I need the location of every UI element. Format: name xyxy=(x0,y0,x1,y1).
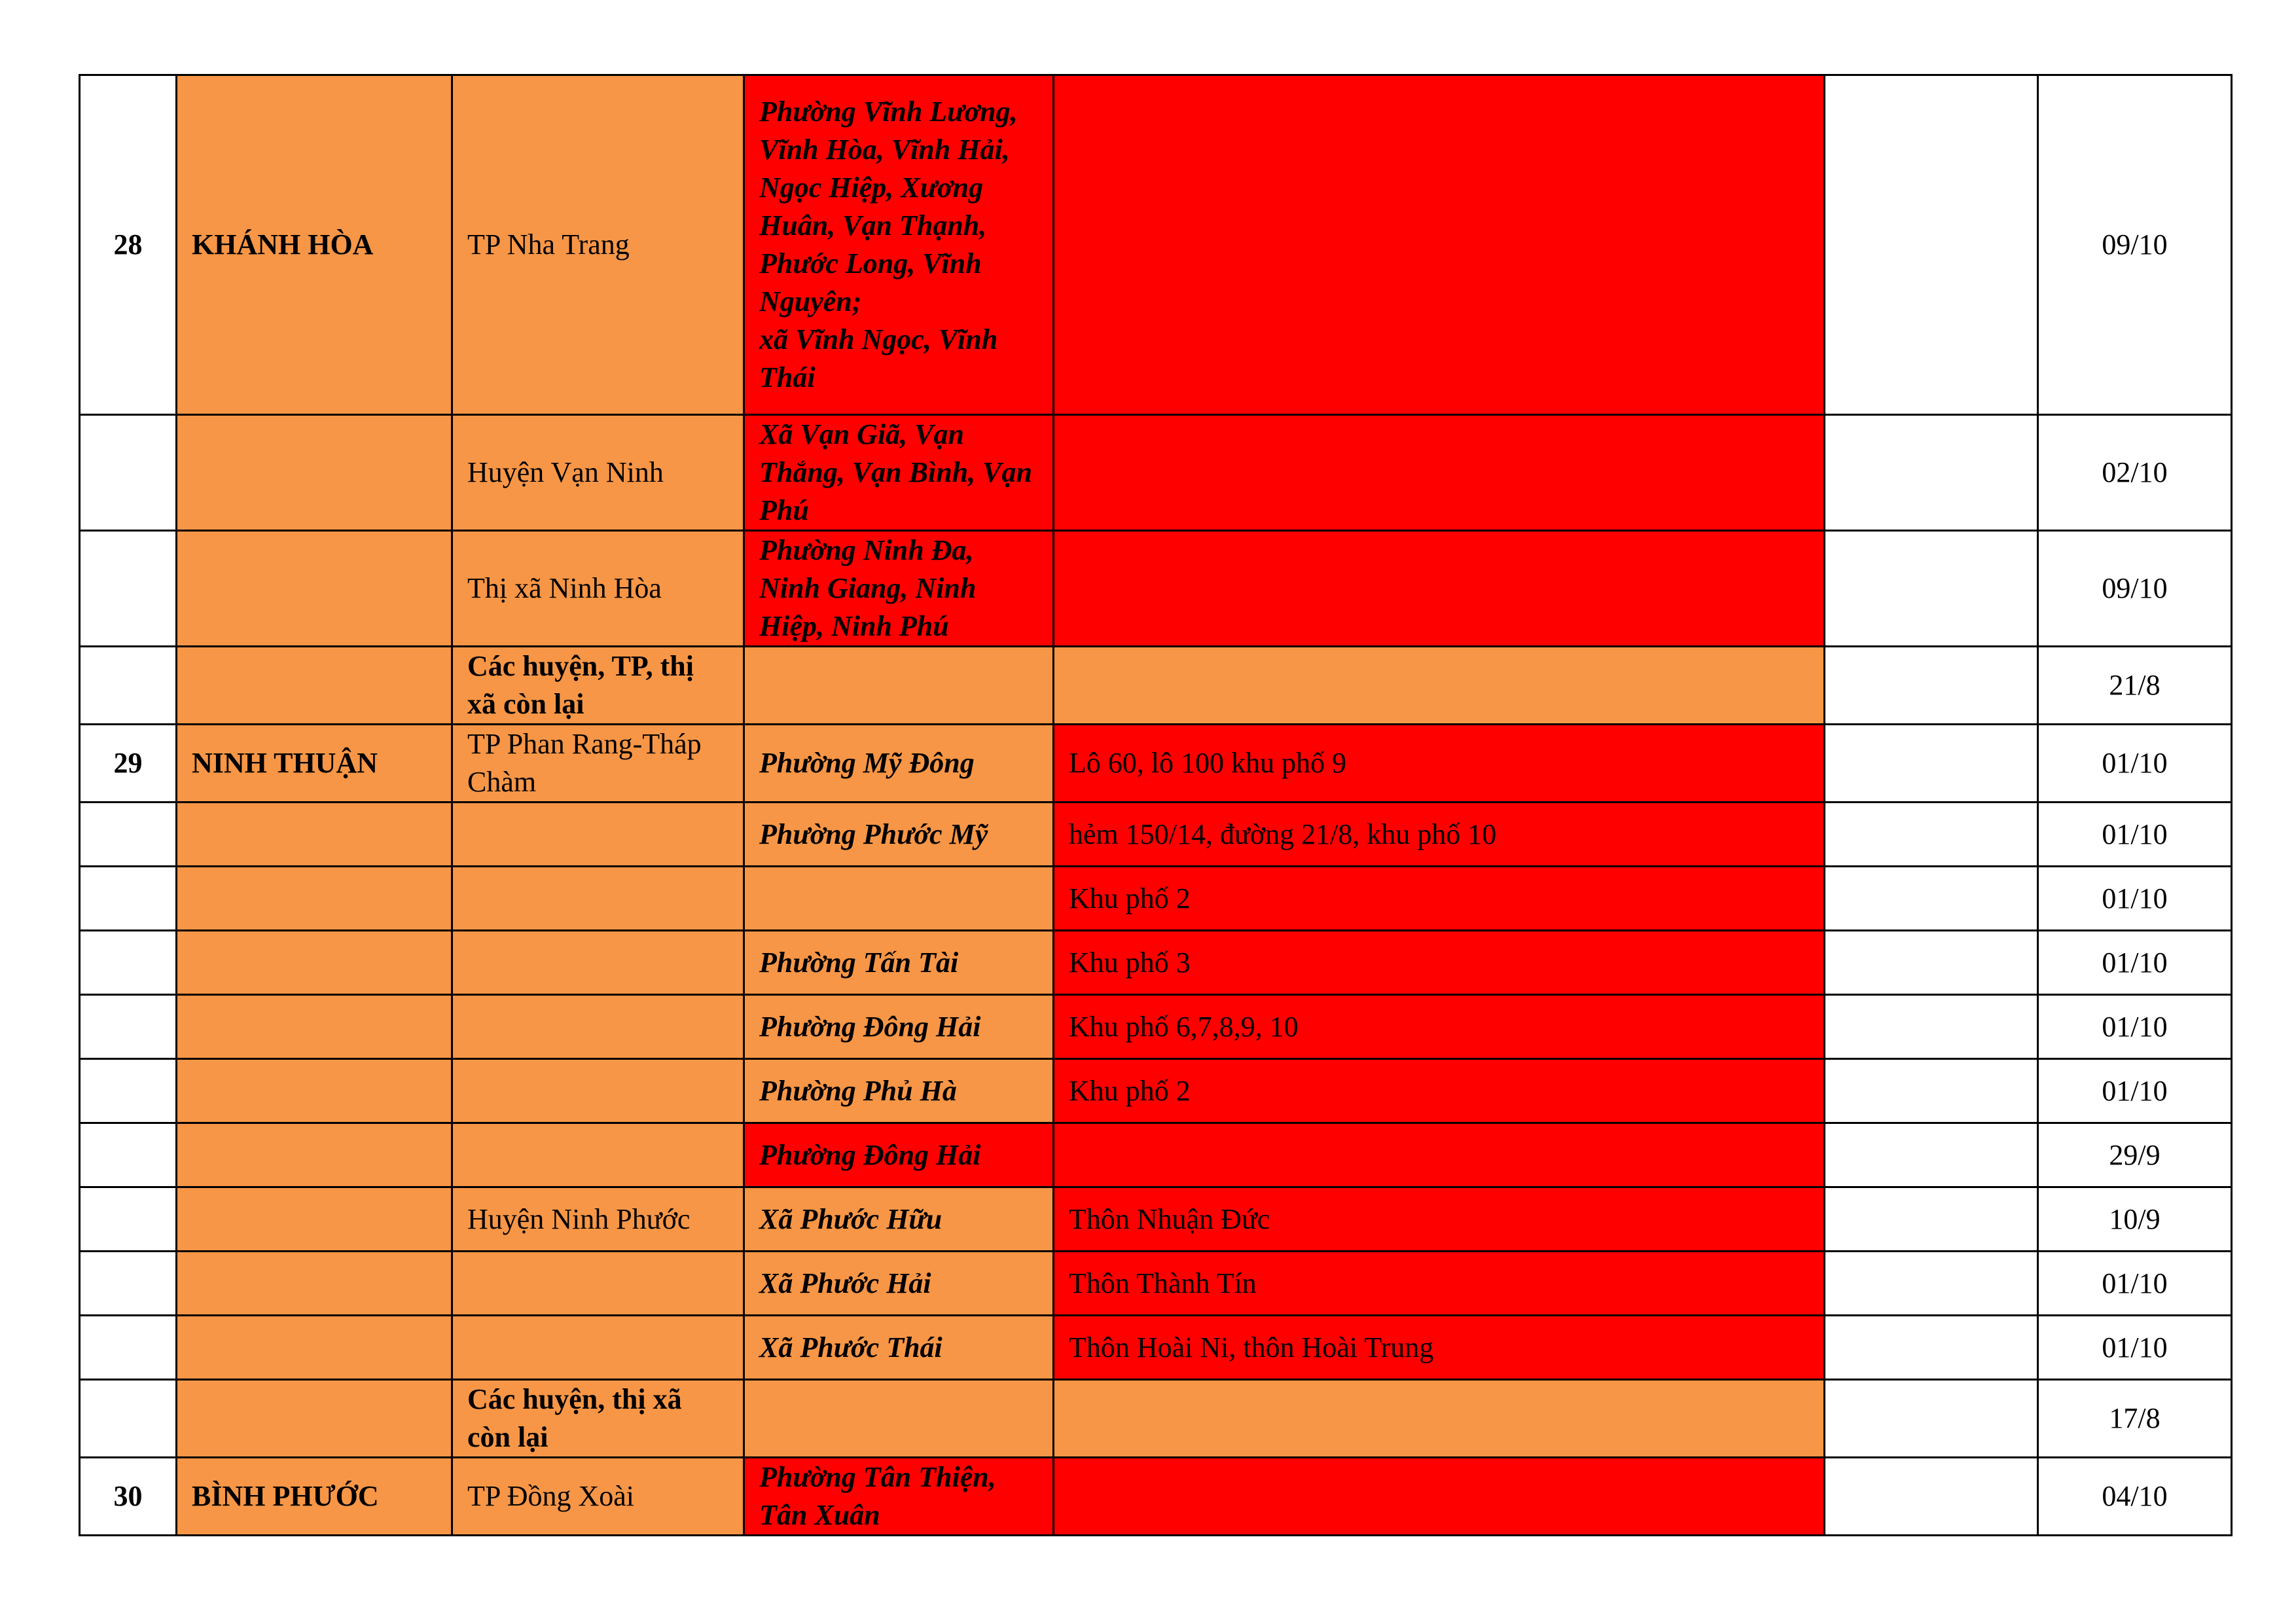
ward-cell xyxy=(744,647,1054,725)
row-number xyxy=(80,867,177,931)
area-cell xyxy=(1054,1458,1825,1536)
row-number xyxy=(80,1059,177,1123)
ward-cell: Xã Vạn Giã, Vạn Thắng, Vạn Bình, Vạn Phú xyxy=(744,415,1054,531)
area-cell: Thôn Nhuận Đức xyxy=(1054,1187,1825,1252)
row-number xyxy=(80,415,177,531)
table-row xyxy=(80,415,2232,531)
district-cell: TP Phan Rang-Tháp Chàm xyxy=(452,725,744,803)
province-cell xyxy=(177,415,452,531)
date-cell: 09/10 xyxy=(2038,531,2232,647)
row-number xyxy=(80,1380,177,1458)
table-row xyxy=(80,1252,2232,1316)
area-cell: Thôn Hoài Ni, thôn Hoài Trung xyxy=(1054,1316,1825,1380)
row-number xyxy=(80,1123,177,1187)
table-row xyxy=(80,531,2232,647)
ward-cell xyxy=(744,1380,1054,1458)
ward-cell: Phường Đông Hải xyxy=(744,1123,1054,1187)
note-cell xyxy=(1825,1458,2038,1536)
row-number xyxy=(80,931,177,995)
area-cell: Khu phố 6,7,8,9, 10 xyxy=(1054,995,1825,1059)
district-cell: Huyện Vạn Ninh xyxy=(452,415,744,531)
table-body xyxy=(80,75,2232,1536)
district-cell: Huyện Ninh Phước xyxy=(452,1187,744,1252)
area-cell: hẻm 150/14, đường 21/8, khu phố 10 xyxy=(1054,803,1825,867)
district-cell xyxy=(452,995,744,1059)
note-cell xyxy=(1825,1059,2038,1123)
date-cell: 01/10 xyxy=(2038,995,2232,1059)
district-cell: Các huyện, thị xã còn lại xyxy=(452,1380,744,1458)
row-number: 28 xyxy=(80,75,177,415)
province-cell xyxy=(177,867,452,931)
row-number xyxy=(80,995,177,1059)
province-cell xyxy=(177,1380,452,1458)
area-cell: Khu phố 3 xyxy=(1054,931,1825,995)
table-row xyxy=(80,931,2232,995)
province-cell xyxy=(177,1252,452,1316)
district-cell xyxy=(452,803,744,867)
province-cell: BÌNH PHƯỚC xyxy=(177,1458,452,1536)
row-number: 29 xyxy=(80,725,177,803)
date-cell: 21/8 xyxy=(2038,647,2232,725)
date-cell: 17/8 xyxy=(2038,1380,2232,1458)
table-row xyxy=(80,1380,2232,1458)
note-cell xyxy=(1825,1123,2038,1187)
note-cell xyxy=(1825,1187,2038,1252)
area-cell xyxy=(1054,531,1825,647)
note-cell xyxy=(1825,647,2038,725)
note-cell xyxy=(1825,867,2038,931)
table-row xyxy=(80,1316,2232,1380)
row-number xyxy=(80,1316,177,1380)
note-cell xyxy=(1825,1316,2038,1380)
province-cell xyxy=(177,647,452,725)
date-cell: 04/10 xyxy=(2038,1458,2232,1536)
ward-cell: Phường Vĩnh Lương, Vĩnh Hòa, Vĩnh Hải, Ngọc Hiệp, Xương Huân, Vạn Thạnh, Phước Long, Vĩnh Nguyên; xã Vĩnh Ngọc, Vĩnh Thái xyxy=(744,75,1054,415)
ward-cell: Phường Phước Mỹ xyxy=(744,803,1054,867)
district-cell xyxy=(452,1316,744,1380)
ward-cell: Phường Ninh Đa, Ninh Giang, Ninh Hiệp, Ninh Phú xyxy=(744,531,1054,647)
ward-cell: Phường Đông Hải xyxy=(744,995,1054,1059)
district-cell xyxy=(452,867,744,931)
district-cell xyxy=(452,931,744,995)
ward-cell xyxy=(744,867,1054,931)
row-number: 30 xyxy=(80,1458,177,1536)
date-cell: 09/10 xyxy=(2038,75,2232,415)
date-cell: 01/10 xyxy=(2038,1059,2232,1123)
ward-cell: Xã Phước Hải xyxy=(744,1252,1054,1316)
date-cell: 01/10 xyxy=(2038,1316,2232,1380)
table-row xyxy=(80,75,2232,415)
row-number xyxy=(80,1252,177,1316)
row-number xyxy=(80,531,177,647)
date-cell: 01/10 xyxy=(2038,867,2232,931)
note-cell xyxy=(1825,995,2038,1059)
area-cell: Khu phố 2 xyxy=(1054,867,1825,931)
table-row xyxy=(80,803,2232,867)
province-cell xyxy=(177,995,452,1059)
district-cell: TP Đồng Xoài xyxy=(452,1458,744,1536)
table-row xyxy=(80,1458,2232,1536)
province-cell xyxy=(177,931,452,995)
province-cell xyxy=(177,1187,452,1252)
row-number xyxy=(80,647,177,725)
province-cell: KHÁNH HÒA xyxy=(177,75,452,415)
row-number xyxy=(80,1187,177,1252)
ward-cell: Phường Tấn Tài xyxy=(744,931,1054,995)
zone-table xyxy=(79,74,2233,1536)
date-cell: 01/10 xyxy=(2038,931,2232,995)
note-cell xyxy=(1825,803,2038,867)
ward-cell: Phường Phủ Hà xyxy=(744,1059,1054,1123)
area-cell xyxy=(1054,1123,1825,1187)
note-cell xyxy=(1825,531,2038,647)
area-cell xyxy=(1054,647,1825,725)
note-cell xyxy=(1825,415,2038,531)
ward-cell: Xã Phước Hữu xyxy=(744,1187,1054,1252)
table-row xyxy=(80,995,2232,1059)
date-cell: 01/10 xyxy=(2038,725,2232,803)
district-cell xyxy=(452,1059,744,1123)
ward-cell: Phường Tân Thiện, Tân Xuân xyxy=(744,1458,1054,1536)
district-cell xyxy=(452,1123,744,1187)
province-cell xyxy=(177,1059,452,1123)
area-cell: Khu phố 2 xyxy=(1054,1059,1825,1123)
area-cell xyxy=(1054,1380,1825,1458)
date-cell: 01/10 xyxy=(2038,803,2232,867)
table-row xyxy=(80,647,2232,725)
province-cell xyxy=(177,1123,452,1187)
province-cell: NINH THUẬN xyxy=(177,725,452,803)
district-cell: Thị xã Ninh Hòa xyxy=(452,531,744,647)
ward-cell: Phường Mỹ Đông xyxy=(744,725,1054,803)
province-cell xyxy=(177,803,452,867)
ward-cell: Xã Phước Thái xyxy=(744,1316,1054,1380)
area-cell xyxy=(1054,75,1825,415)
table-row xyxy=(80,725,2232,803)
date-cell: 29/9 xyxy=(2038,1123,2232,1187)
date-cell: 10/9 xyxy=(2038,1187,2232,1252)
table-row xyxy=(80,1187,2232,1252)
table-row xyxy=(80,1123,2232,1187)
note-cell xyxy=(1825,725,2038,803)
district-cell xyxy=(452,1252,744,1316)
date-cell: 02/10 xyxy=(2038,415,2232,531)
province-cell xyxy=(177,1316,452,1380)
district-cell: TP Nha Trang xyxy=(452,75,744,415)
area-cell xyxy=(1054,415,1825,531)
note-cell xyxy=(1825,1252,2038,1316)
note-cell xyxy=(1825,1380,2038,1458)
province-cell xyxy=(177,531,452,647)
area-cell: Thôn Thành Tín xyxy=(1054,1252,1825,1316)
table-row xyxy=(80,1059,2232,1123)
table-row xyxy=(80,867,2232,931)
district-cell: Các huyện, TP, thị xã còn lại xyxy=(452,647,744,725)
note-cell xyxy=(1825,75,2038,415)
row-number xyxy=(80,803,177,867)
date-cell: 01/10 xyxy=(2038,1252,2232,1316)
area-cell: Lô 60, lô 100 khu phố 9 xyxy=(1054,725,1825,803)
note-cell xyxy=(1825,931,2038,995)
